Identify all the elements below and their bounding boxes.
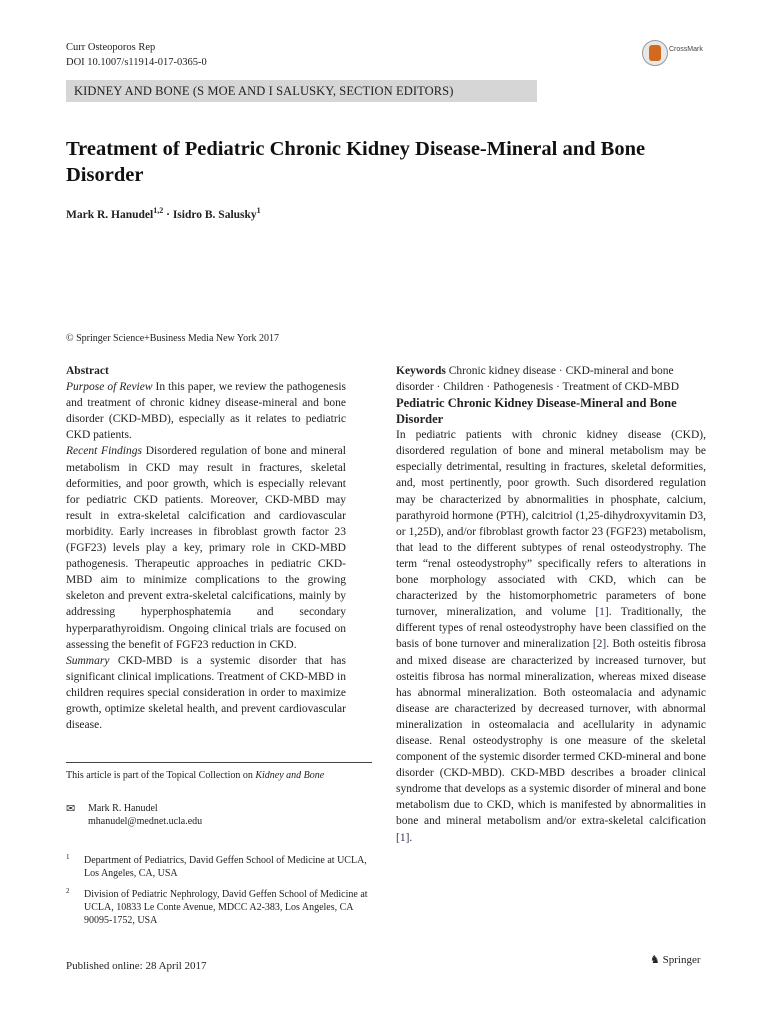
citation-link-3[interactable]: [1]	[396, 831, 410, 844]
crossmark-label: CrossMark	[669, 46, 703, 53]
published-date: Published online: 28 April 2017	[66, 960, 207, 972]
keywords-label: Keywords	[396, 365, 446, 377]
purpose-text: In this paper, we review the pathogenesis and treatment of chronic kidney disease-mineral and bone disorder (CKD-MBD), especially as it relates to pediatric CKD patients.	[66, 381, 346, 442]
keywords-text: Chronic kidney disease · CKD-mineral and bone disorder · Children · Pathogenesis · Treatment of CKD-MBD	[396, 365, 679, 394]
email-icon: ✉	[66, 803, 76, 815]
findings-label: Recent Findings	[66, 445, 142, 458]
publisher-logo	[650, 953, 701, 966]
article-title: Treatment of Pediatric Chronic Kidney Disease-Mineral and Bone Disorder	[66, 138, 646, 186]
abstract-findings	[66, 443, 346, 652]
footnote-divider	[66, 762, 372, 763]
contact-name: Mark R. Hanudel	[88, 803, 158, 814]
topical-prefix: This article is part of the Topical Collection on	[66, 770, 256, 781]
affiliation-1: Department of Pediatrics, David Geffen School of Medicine at UCLA, Los Angeles, CA, USA	[84, 855, 367, 879]
abstract-purpose	[66, 379, 346, 443]
paragraph-text-3: . Both osteitis fibrosa and mixed disease are characterized by increased turnover, but osteitis fibrosa has normal mineralization, whereas mixed disease has abnormal mineralization. Both osteomalacia and adynamic disease are characterized by decreased turnover, with abnormal mineralization in osteomalacia and acellularity in adynamic disease. Renal osteodystrophy is one measure of the skeletal component of the systemic disorder termed CKD-mineral and bone disorder (CKD-MBD). CKD-MBD describes a broader clinical syndrome that develops as a systemic disorder of mineral and bone metabolism due to CKD, which is manifested by abnormalities in bone and mineral metabolism and/or extra-skeletal calcification	[396, 638, 706, 828]
abstract-heading: Abstract	[66, 365, 109, 377]
citation-link-1[interactable]: [1]	[595, 606, 609, 619]
purpose-label: Purpose of Review	[66, 381, 153, 394]
affiliation-1-number: 1	[66, 853, 70, 861]
summary-text: CKD-MBD is a systemic disorder that has significant clinical implications. Treatment of CKD-MBD in children requires special consideration in order to maximize growth, optimize skeletal health, and prevent cardiovascular disease.	[66, 654, 346, 732]
author-1[interactable]: Mark R. Hanudel	[66, 208, 154, 221]
findings-text: Disordered regulation of bone and mineral metabolism in CKD may result in fractures, skeletal deformities, and poor growth, which is especially relevant for pediatric CKD patients. Moreover, CKD-MBD may result in extra-skeletal calcification and cardiovascular morbidity. Early increases in fibroblast growth factor 23 (FGF23) levels play a key, primary role in CKD-MBD pathogenesis. Therapeutic approaches in pediatric CKD-MBD aim to minimize complications to the growing skeleton and prevent extra-skeletal calcifications, mainly by addressing hyperphosphatemia and secondary hyperparathyroidism. Ongoing clinical trials are focused on assessing the benefit of FGF23 reduction in CKD.	[66, 445, 346, 651]
abstract-column	[66, 363, 346, 733]
keywords	[396, 363, 706, 395]
doi[interactable]: DOI 10.1007/s11914-017-0365-0	[66, 57, 207, 68]
author-2-affil: 1	[256, 206, 261, 215]
section-heading: Pediatric Chronic Kidney Disease-Mineral and Bone Disorder	[396, 396, 677, 427]
topical-collection-link[interactable]: Kidney and Bone	[255, 770, 325, 781]
springer-horse-icon: ♞	[650, 954, 660, 966]
abstract-summary	[66, 653, 346, 733]
author-2[interactable]: Isidro B. Salusky	[172, 208, 257, 221]
section-banner: KIDNEY AND BONE (S MOE AND I SALUSKY, SECTION EDITORS)	[66, 80, 537, 102]
contact-email[interactable]: mhanudel@mednet.ucla.edu	[88, 816, 203, 827]
topical-collection-note	[66, 770, 324, 781]
body-column	[396, 363, 706, 846]
copyright: © Springer Science+Business Media New York 2017	[66, 333, 279, 344]
citation-link-2[interactable]: [2]	[592, 638, 607, 651]
corresponding-author	[88, 802, 202, 828]
author-1-affil: 1,2	[153, 206, 164, 215]
summary-label: Summary	[66, 654, 110, 667]
author-line	[66, 206, 261, 221]
affiliation-2: Division of Pediatric Nephrology, David Geffen School of Medicine at UCLA, 10833 Le Conte Avenue, MDCC A2-383, Los Angeles, CA 90095-1752, USA	[84, 889, 368, 926]
publisher-name: Springer	[662, 954, 701, 966]
crossmark-icon	[642, 40, 668, 66]
paragraph-text-4: .	[409, 831, 413, 844]
paragraph-text-1: In pediatric patients with chronic kidney disease (CKD), disordered regulation of bone and mineral metabolism may be especially detrimental, resulting in fractures, skeletal deformities, and, most pertinently, poor growth. Such disordered regulation may be characterized by abnormalities in phosphate, calcium, parathyroid hormone (PTH), calcitriol (1,25-dihydroxyvitamin D3, or 1,25D), and/or fibroblast growth factor 23 (FGF23) metabolism, that lead to the different subtypes of renal osteodystrophy. The term “renal osteodystrophy” specifically refers to alterations in bone morphology associated with CKD, which can be characterized by the histomorphometric parameters of bone turnover, mineralization, and volume	[396, 429, 706, 619]
section-paragraph	[396, 427, 706, 845]
journal-name: Curr Osteoporos Rep	[66, 42, 156, 53]
paragraph-text-2: . Traditionally, the different types of renal osteodystrophy have been classified on the basis of bone turnover and mineralization	[396, 606, 707, 651]
affiliation-2-number: 2	[66, 887, 70, 895]
crossmark-badge[interactable]	[642, 40, 712, 68]
journal-header	[66, 40, 207, 70]
author-separator: ·	[163, 208, 173, 221]
